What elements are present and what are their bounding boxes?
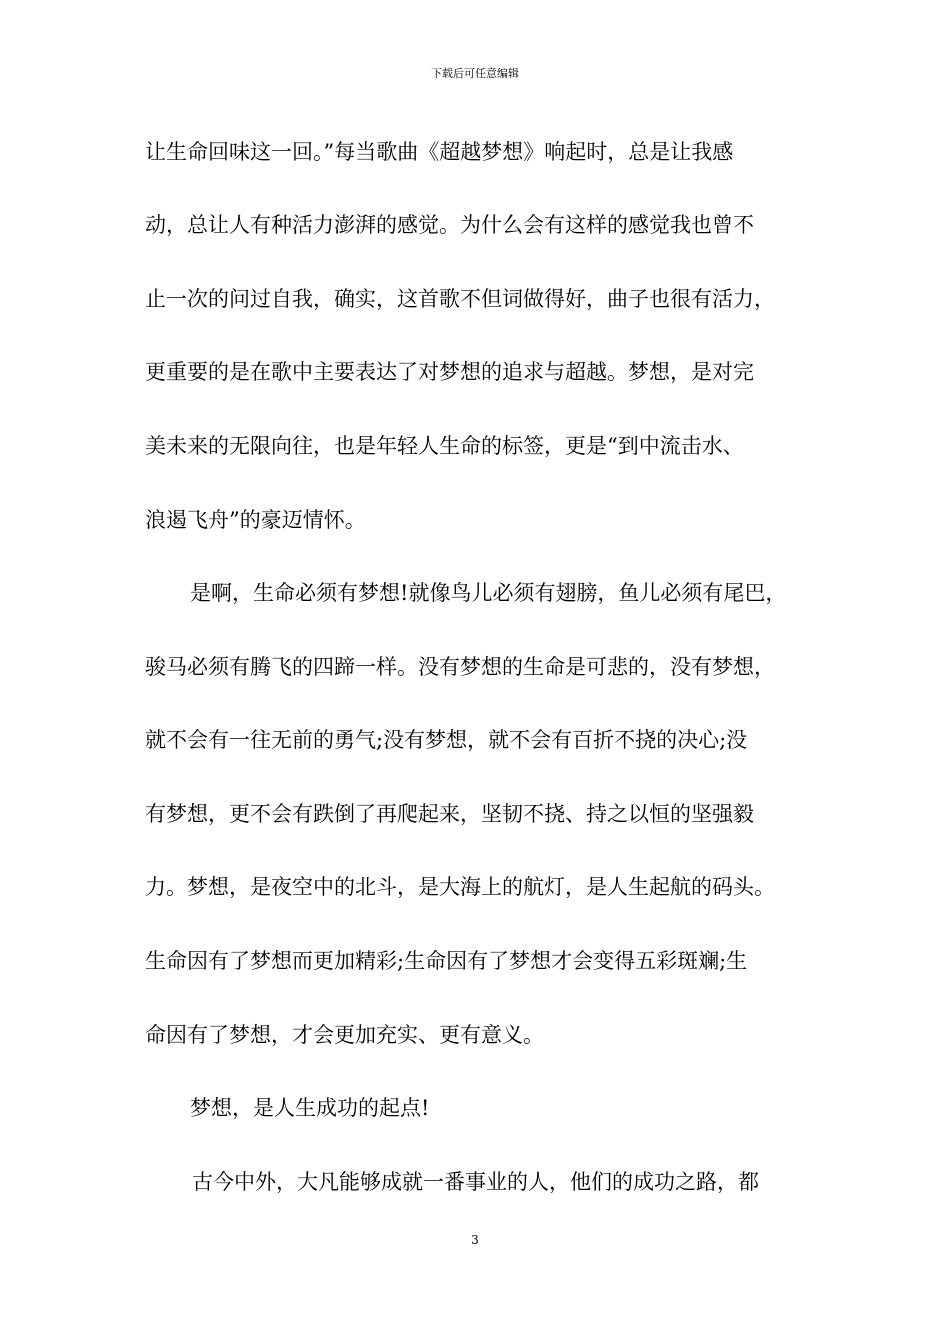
- paragraph-line: 命因有了梦想，才会更加充实、更有意义。: [145, 1023, 544, 1047]
- paragraph-line: 动，总让人有种活力澎湃的感觉。为什么会有这样的感觉我也曾不: [145, 213, 754, 237]
- paragraph-line: 浪遏飞舟”的豪迈情怀。: [145, 508, 366, 532]
- paragraph-line: 古今中外，大凡能够成就一番事业的人，他们的成功之路，都: [192, 1170, 759, 1194]
- page-header: 下载后可任意编辑: [431, 67, 519, 80]
- paragraph-line: 美未来的无限向往，也是年轻人生命的标签，更是“到中流击水、: [145, 434, 744, 458]
- paragraph-line: 是啊，生命必须有梦想!就像鸟儿必须有翅膀，鱼儿必须有尾巴，: [190, 581, 787, 605]
- paragraph-line: 生命因有了梦想而更加精彩;生命因有了梦想才会变得五彩斑斓;生: [145, 949, 748, 973]
- paragraph-line: 让生命回味这一回。”每当歌曲《超越梦想》响起时，总是让我感: [145, 140, 734, 164]
- paragraph-line: 梦想，是人生成功的起点!: [190, 1096, 430, 1120]
- paragraph-line: 止一次的问过自我，确实，这首歌不但词做得好，曲子也很有活力，: [145, 287, 775, 311]
- paragraph-line: 力。梦想，是夜空中的北斗，是大海上的航灯，是人生起航的码头。: [145, 875, 775, 899]
- paragraph-line: 更重要的是在歌中主要表达了对梦想的追求与超越。梦想，是对完: [145, 360, 754, 384]
- paragraph-line: 骏马必须有腾飞的四蹄一样。没有梦想的生命是可悲的，没有梦想，: [145, 655, 775, 679]
- paragraph-line: 就不会有一往无前的勇气;没有梦想，就不会有百折不挠的决心;没: [145, 728, 748, 752]
- paragraph-line: 有梦想，更不会有跌倒了再爬起来，坚韧不挠、持之以恒的坚强毅: [145, 802, 754, 826]
- page-number: 3: [471, 1233, 479, 1247]
